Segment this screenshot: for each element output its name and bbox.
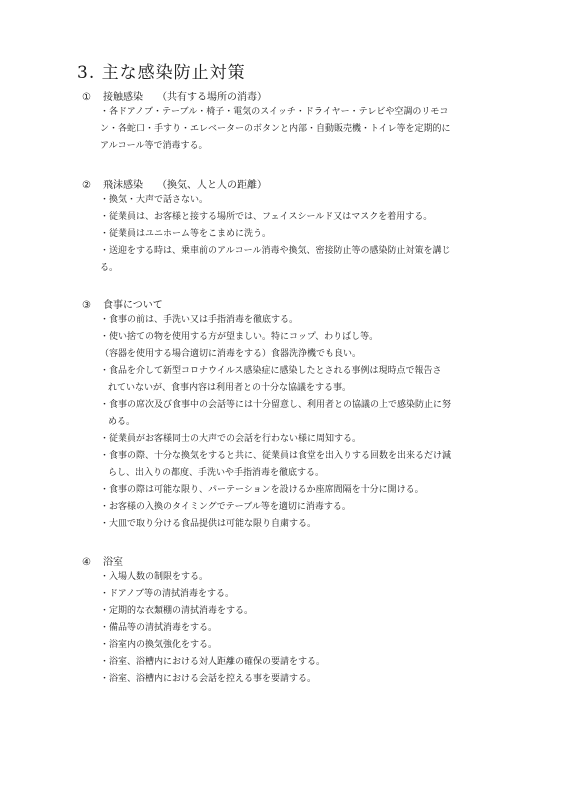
section-items	[100, 104, 500, 155]
list-item: らし、出入りの都度、手洗いや手指消毒を徹底する。	[108, 468, 325, 478]
section-heading	[82, 176, 267, 191]
list-item: ・備品等の清拭消毒をする。	[100, 623, 218, 633]
section-heading	[82, 296, 163, 311]
section-items	[100, 569, 500, 688]
list-item: ・食事の際は可能な限り、パーテーションを設けるか座席間隔を十分に開ける。	[100, 485, 424, 495]
section-items	[100, 192, 500, 277]
section-note: （換気、人と人の距離）	[157, 180, 267, 191]
section-title: 飛沫感染	[103, 180, 143, 191]
list-item: る。	[100, 263, 119, 273]
page-title: 3. 主な感染防止対策	[77, 63, 246, 83]
list-item: ・従業員は、お客様と接する場所では、フェイスシールド又はマスクを着用する。	[100, 212, 433, 222]
list-item: ・使い捨ての物を使用する方が望ましい。特にコップ、わりばし等。	[100, 332, 379, 342]
list-item: ・お客様の入換のタイミングでテーブル等を適切に消毒する。	[100, 502, 351, 512]
list-item: ・定期的な衣類棚の清拭消毒をする。	[100, 606, 254, 616]
section-title: 浴室	[103, 557, 123, 568]
section-heading	[82, 88, 267, 103]
list-item: ・食事の際、十分な換気をすると共に、従業員は食堂を出入りする回数を出来るだけ減	[100, 451, 452, 461]
list-item: ・浴室、浴槽内における会話を控える事を要請する。	[100, 674, 317, 684]
list-item: ・食品を介して新型コロナウイルス感染症に感染したとされる事例は現時点で報告さ	[100, 366, 442, 376]
list-item: ン・各蛇口・手すり・エレベーターのボタンと内部・自動販売機・トイレ等を定期的に	[100, 124, 451, 134]
section-number: ③	[82, 300, 91, 311]
list-item: （容器を使用する場合適切に消毒をする）食器洗浄機でも良い。	[100, 349, 362, 359]
list-item: ・浴室内の換気強化をする。	[100, 640, 218, 650]
section-number: ④	[82, 557, 91, 568]
list-item: ・食事の席次及び食事中の会話等には十分留意し、利用者との協議の上で感染防止に努	[100, 400, 452, 410]
list-item: ・入場人数の制限をする。	[100, 572, 209, 582]
list-item: ・大皿で取り分ける食品提供は可能な限り自粛する。	[100, 519, 317, 529]
list-item: ・従業員はユニホーム等をこまめに洗う。	[100, 229, 272, 239]
list-item: ・従業員がお客様同士の大声での会話を行わない様に周知する。	[100, 434, 362, 444]
section-title: 食事について	[103, 300, 163, 311]
list-item: める。	[108, 417, 136, 427]
section-number: ②	[82, 180, 91, 191]
list-item: れていないが、食事内容は利用者との十分な協議をする事。	[108, 383, 352, 393]
list-item: ・各ドアノブ・テーブル・椅子・電気のスイッチ・ドライヤー・テレビや空調のリモコ	[100, 107, 449, 117]
section-items	[100, 312, 500, 533]
list-item: ・ドアノブ等の清拭消毒をする。	[100, 589, 235, 599]
list-item: ・浴室、浴槽内における対人距離の確保の要請をする。	[100, 657, 326, 667]
list-item: ・送迎をする時は、乗車前のアルコール消毒や換気、密接防止等の感染防止対策を講じ	[100, 246, 451, 256]
list-item: ・食事の前は、手洗い又は手指消毒を徹底する。	[100, 315, 299, 325]
section-note: （共有する場所の消毒）	[157, 92, 267, 103]
section-title: 接触感染	[103, 92, 143, 103]
list-item: アルコール等で消毒する。	[100, 141, 208, 151]
list-item: ・換気・大声で話さない。	[100, 195, 209, 205]
section-heading	[82, 553, 123, 568]
section-number: ①	[82, 92, 91, 103]
